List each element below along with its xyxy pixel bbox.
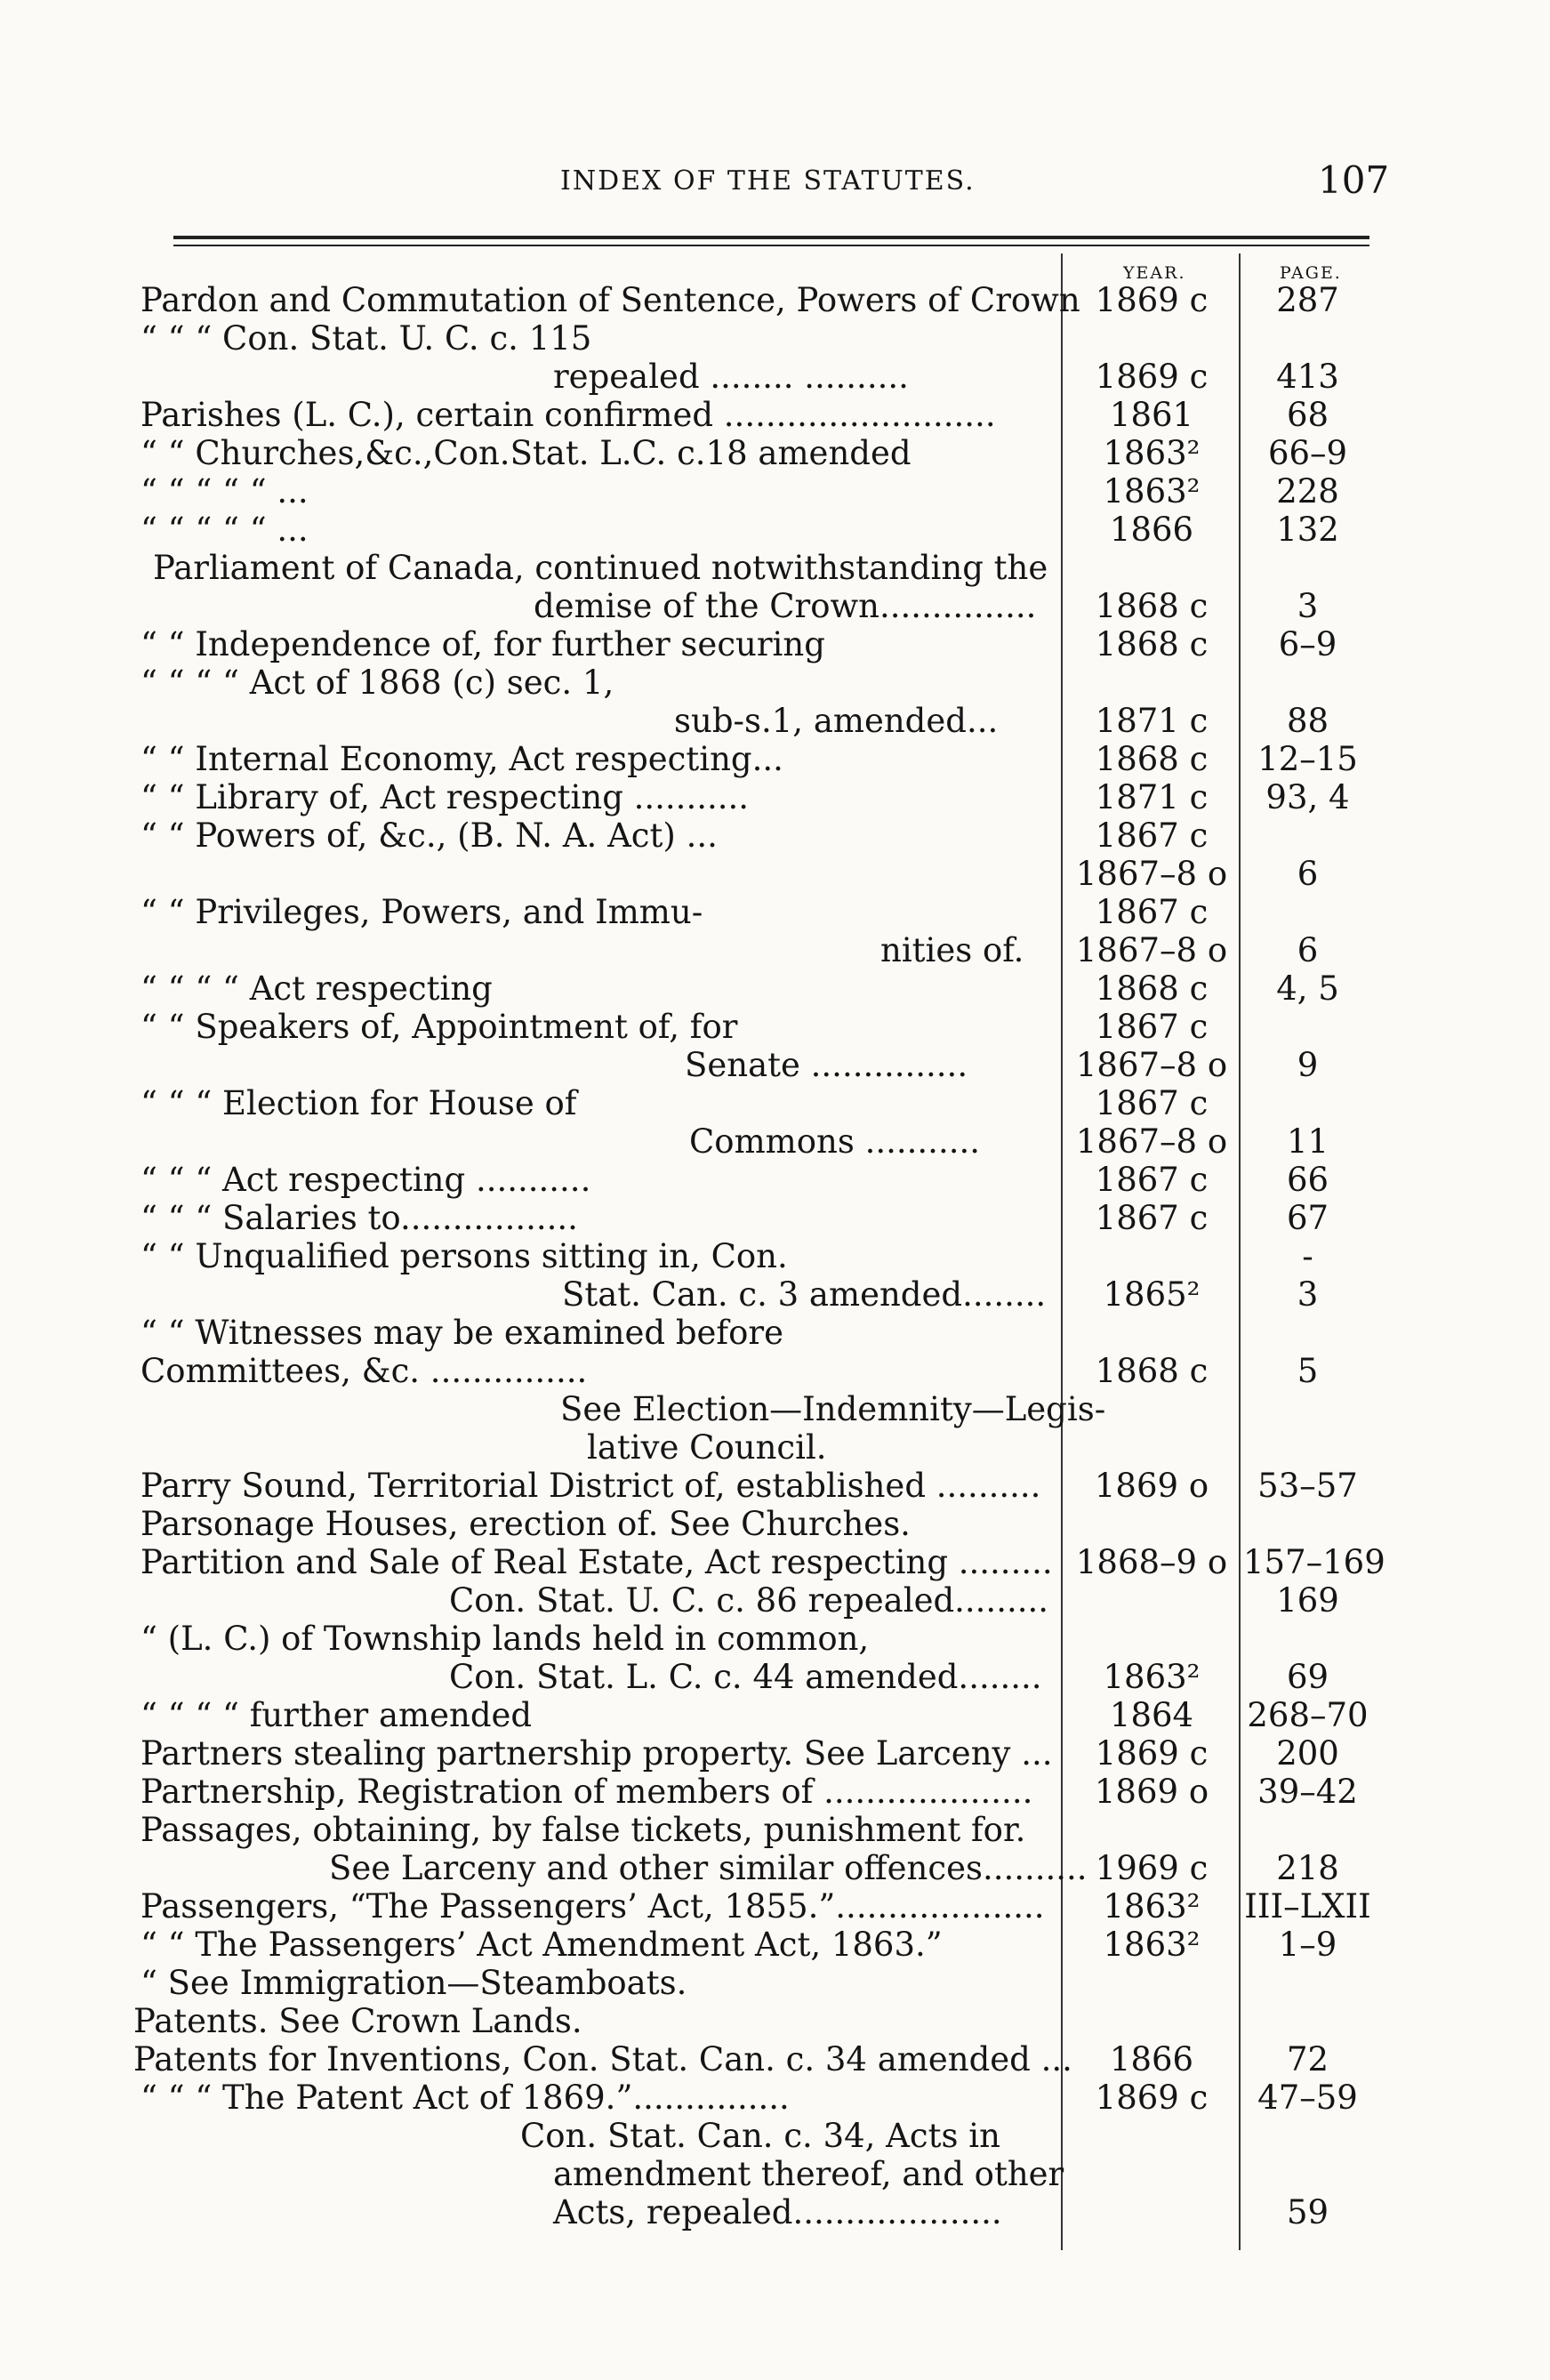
index-row (0, 816, 1550, 855)
entry-page: 6 (1297, 855, 1319, 893)
entry-page: 11 (1286, 1122, 1329, 1161)
index-row (0, 1849, 1550, 1887)
entry-page: 39–42 (1257, 1773, 1358, 1811)
entry-year: 1868–9 o (1075, 1543, 1228, 1581)
entry-text: Stat. Can. c. 3 amended........ (562, 1275, 1047, 1314)
entry-year: 1871 c (1095, 702, 1209, 740)
index-row (0, 2078, 1550, 2117)
index-row (0, 1084, 1550, 1122)
entry-page: 1–9 (1278, 1926, 1337, 1964)
index-row (0, 2155, 1550, 2193)
index-row (0, 472, 1550, 511)
index-row (0, 1964, 1550, 2002)
entry-text: Patents for Inventions, Con. Stat. Can. c. 34 amended ... (133, 2040, 1072, 2078)
entry-year: 1869 c (1095, 358, 1209, 396)
entry-page: 6 (1297, 931, 1319, 969)
entry-year: 1863² (1103, 1887, 1201, 1926)
entry-year: 1869 c (1095, 281, 1209, 319)
index-row (0, 1122, 1550, 1161)
index-row (0, 2002, 1550, 2040)
entry-year: 1867–8 o (1075, 1046, 1228, 1084)
entry-year: 1861 (1109, 396, 1194, 434)
entry-page: 5 (1297, 1352, 1319, 1390)
entry-page: 413 (1276, 358, 1339, 396)
entry-text: Parishes (L. C.), certain confirmed .......................... (141, 396, 996, 434)
entry-text: “ “ “ “ further amended (141, 1696, 533, 1734)
entry-text: “ “ Powers of, &c., (B. N. A. Act) ... (141, 816, 718, 855)
entry-text: Con. Stat. Can. c. 34, Acts in (520, 2117, 1000, 2155)
index-row (0, 396, 1550, 434)
entry-year: 1867–8 o (1075, 855, 1228, 893)
index-row (0, 1390, 1550, 1428)
entry-text: “ “ “ “ “ ... (141, 472, 309, 511)
entry-text: Pardon and Commutation of Sentence, Powers of Crown (141, 281, 1080, 319)
index-row (0, 1887, 1550, 1926)
entry-year: 1867 c (1095, 893, 1209, 931)
entry-page: 218 (1276, 1849, 1339, 1887)
entry-page: 66–9 (1267, 434, 1348, 472)
index-row (0, 1199, 1550, 1237)
index-row (0, 281, 1550, 319)
entry-year: 1863² (1103, 472, 1201, 511)
entry-year: 1866 (1109, 2040, 1194, 2078)
entry-page: 3 (1297, 1275, 1319, 1314)
index-row (0, 625, 1550, 663)
entry-text: “ “ Speakers of, Appointment of, for (141, 1008, 738, 1046)
entry-text: Partners stealing partnership property. See Larceny ... (141, 1734, 1053, 1773)
entry-page: 66 (1286, 1161, 1329, 1199)
entry-text: Committees, &c. ............... (141, 1352, 588, 1390)
index-row (0, 1161, 1550, 1199)
header-rule (173, 236, 1369, 239)
entry-text: repealed ........ .......... (553, 358, 909, 396)
index-row (0, 1505, 1550, 1543)
entry-text: See Larceny and other similar offences.......... (329, 1849, 1088, 1887)
entry-year: 1868 c (1095, 740, 1209, 778)
entry-page: - (1302, 1237, 1313, 1275)
entry-year: 1867–8 o (1075, 931, 1228, 969)
entry-page: 132 (1276, 511, 1339, 549)
column-header-page: PAGE. (1280, 263, 1342, 283)
entry-page: 88 (1286, 702, 1329, 740)
entry-year: 1867 c (1095, 816, 1209, 855)
entry-page: 169 (1276, 1581, 1339, 1620)
index-row (0, 1734, 1550, 1773)
index-row (0, 893, 1550, 931)
entry-year: 1868 c (1095, 1352, 1209, 1390)
entry-text: nities of. (880, 931, 1024, 969)
entry-text: “ “ “ “ Act of 1868 (c) sec. 1, (141, 663, 614, 702)
entry-text: “ “ Privileges, Powers, and Immu- (141, 893, 703, 931)
header-rule-thin (173, 245, 1369, 246)
entry-text: “ “ Library of, Act respecting ........... (141, 778, 750, 816)
index-row (0, 778, 1550, 816)
entry-page: 67 (1286, 1199, 1329, 1237)
index-row (0, 1620, 1550, 1658)
entry-year: 1866 (1109, 511, 1194, 549)
entry-text: Con. Stat. U. C. c. 86 repealed......... (449, 1581, 1049, 1620)
entry-year: 1869 c (1095, 1734, 1209, 1773)
entry-page: 3 (1297, 587, 1319, 625)
entry-year: 1867 c (1095, 1008, 1209, 1046)
entry-text: demise of the Crown............... (534, 587, 1037, 625)
index-row (0, 1696, 1550, 1734)
entry-text: “ “ Independence of, for further securing (141, 625, 825, 663)
page-number: 107 (1318, 158, 1390, 202)
entry-page: 157–169 (1243, 1543, 1385, 1581)
index-row (0, 587, 1550, 625)
entry-text: Partnership, Registration of members of .................... (141, 1773, 1033, 1811)
entry-page: 93, 4 (1265, 778, 1350, 816)
index-entries (0, 281, 1550, 2231)
entry-year: 1869 o (1094, 1773, 1209, 1811)
entry-text: Passengers, “The Passengers’ Act, 1855.”.................... (141, 1887, 1045, 1926)
entry-text: “ “ “ Con. Stat. U. C. c. 115 (141, 319, 592, 358)
entry-year: 1865² (1103, 1275, 1201, 1314)
entry-year: 1867 c (1095, 1084, 1209, 1122)
entry-year: 1871 c (1095, 778, 1209, 816)
entry-text: “ “ Unqualified persons sitting in, Con. (141, 1237, 788, 1275)
entry-text: Commons ........... (689, 1122, 980, 1161)
index-row (0, 663, 1550, 702)
index-row (0, 434, 1550, 472)
entry-text: “ “ “ “ Act respecting (141, 969, 493, 1008)
entry-text: “ “ “ “ “ ... (141, 511, 309, 549)
entry-page: 12–15 (1257, 740, 1358, 778)
index-row (0, 1008, 1550, 1046)
index-row (0, 2040, 1550, 2078)
entry-text: Passages, obtaining, by false tickets, punishment for. (141, 1811, 1026, 1849)
entry-text: Patents. See Crown Lands. (133, 2002, 582, 2040)
entry-year: 1869 c (1095, 2078, 1209, 2117)
entry-text: amendment thereof, and other (553, 2155, 1064, 2193)
index-row (0, 1314, 1550, 1352)
entry-text: Senate ............... (685, 1046, 968, 1084)
index-row (0, 319, 1550, 358)
index-row (0, 1543, 1550, 1581)
index-row (0, 1581, 1550, 1620)
entry-text: Parliament of Canada, continued notwithstanding the (153, 549, 1048, 587)
index-row (0, 1428, 1550, 1467)
index-row (0, 549, 1550, 587)
index-row (0, 931, 1550, 969)
index-row (0, 358, 1550, 396)
index-row (0, 1773, 1550, 1811)
index-row (0, 2193, 1550, 2231)
index-row (0, 1467, 1550, 1505)
entry-text: lative Council. (587, 1428, 827, 1467)
entry-text: “ “ “ Salaries to................. (141, 1199, 578, 1237)
entry-year: 1868 c (1095, 969, 1209, 1008)
entry-page: 268–70 (1247, 1696, 1369, 1734)
running-title: INDEX OF THE STATUTES. (560, 165, 976, 197)
entry-text: “ “ “ Election for House of (141, 1084, 577, 1122)
index-row (0, 1926, 1550, 1964)
index-row (0, 2117, 1550, 2155)
entry-page: 4, 5 (1276, 969, 1339, 1008)
entry-text: sub-s.1, amended... (674, 702, 999, 740)
index-row (0, 511, 1550, 549)
entry-page: 69 (1286, 1658, 1329, 1696)
entry-year: 1868 c (1095, 587, 1209, 625)
index-row (0, 1275, 1550, 1314)
entry-text: See Election—Indemnity—Legis- (560, 1390, 1106, 1428)
entry-page: 47–59 (1257, 2078, 1358, 2117)
entry-year: 1863² (1103, 1926, 1201, 1964)
index-row (0, 855, 1550, 893)
entry-year: 1864 (1109, 1696, 1194, 1734)
entry-text: Parry Sound, Territorial District of, established .......... (141, 1467, 1041, 1505)
entry-text: Con. Stat. L. C. c. 44 amended........ (449, 1658, 1042, 1696)
entry-page: 68 (1286, 396, 1329, 434)
entry-year: 1867–8 o (1075, 1122, 1228, 1161)
entry-text: “ “ “ The Patent Act of 1869.”............... (141, 2078, 790, 2117)
index-row (0, 740, 1550, 778)
entry-text: “ See Immigration—Steamboats. (141, 1964, 687, 2002)
entry-year: 1863² (1103, 1658, 1201, 1696)
index-row (0, 1237, 1550, 1275)
entry-text: Acts, repealed.................... (553, 2193, 1002, 2231)
entry-page: 9 (1297, 1046, 1319, 1084)
entry-text: Partition and Sale of Real Estate, Act respecting ......... (141, 1543, 1053, 1581)
entry-year: 1868 c (1095, 625, 1209, 663)
page-header (0, 158, 1550, 203)
entry-year: 1867 c (1095, 1161, 1209, 1199)
entry-text: “ “ “ Act respecting ........... (141, 1161, 591, 1199)
column-header-year: YEAR. (1123, 263, 1186, 283)
entry-page: 53–57 (1257, 1467, 1358, 1505)
entry-text: “ “ Witnesses may be examined before (141, 1314, 783, 1352)
entry-year: 1867 c (1095, 1199, 1209, 1237)
entry-page: 59 (1286, 2193, 1329, 2231)
entry-page: 228 (1276, 472, 1339, 511)
entry-year: 1869 o (1094, 1467, 1209, 1505)
index-row (0, 1352, 1550, 1390)
index-row (0, 1658, 1550, 1696)
entry-text: “ “ Churches,&c.,Con.Stat. L.C. c.18 amended (141, 434, 912, 472)
entry-text: “ “ Internal Economy, Act respecting... (141, 740, 783, 778)
index-row (0, 969, 1550, 1008)
entry-page: 72 (1286, 2040, 1329, 2078)
entry-page: 6–9 (1278, 625, 1337, 663)
entry-page: 287 (1276, 281, 1339, 319)
entry-text: “ “ The Passengers’ Act Amendment Act, 1863.” (141, 1926, 943, 1964)
index-row (0, 1046, 1550, 1084)
index-row (0, 1811, 1550, 1849)
entry-year: 1863² (1103, 434, 1201, 472)
index-row (0, 702, 1550, 740)
entry-page: III–LXII (1244, 1887, 1371, 1926)
entry-text: “ (L. C.) of Township lands held in common, (141, 1620, 870, 1658)
entry-year: 1969 c (1095, 1849, 1209, 1887)
entry-page: 200 (1276, 1734, 1339, 1773)
entry-text: Parsonage Houses, erection of. See Churches. (141, 1505, 911, 1543)
